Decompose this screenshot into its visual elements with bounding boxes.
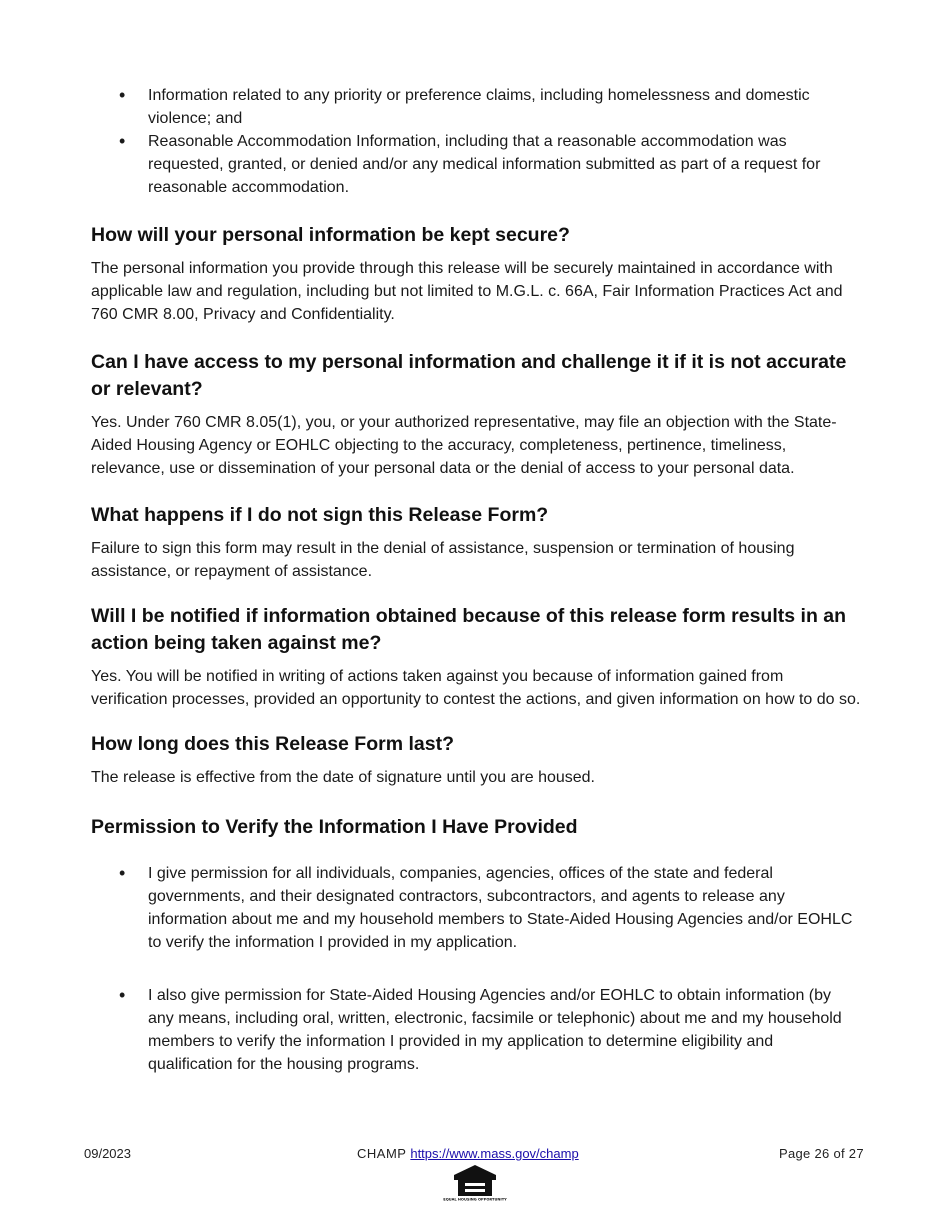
document-page xyxy=(91,84,861,1076)
logo-text: EQUAL HOUSING OPPORTUNITY xyxy=(443,1197,507,1202)
house-roof-icon xyxy=(454,1165,496,1180)
house-body-icon xyxy=(458,1180,492,1196)
list-item: • Information related to any priority or preference claims, including homelessness and domestic violence; and xyxy=(91,84,861,130)
list-item: • I also give permission for State-Aided Housing Agencies and/or EOHLC to obtain information (by any means, including oral, written, electronic, facsimile or telephonic) about me and my household members to verify the information I provided in my application to determine eligibility and qualification for the housing programs. xyxy=(91,984,861,1076)
page-number: Page 26 of 27 xyxy=(779,1146,864,1161)
list-item: • I give permission for all individuals, companies, agencies, offices of the state and federal governments, and their designated contractors, subcontractors, and agents to release any information about me and my household members to State-Aided Housing Agencies and/or EOHLC to verify the information I provided in my application. xyxy=(91,862,861,954)
section-heading: Will I be notified if information obtained because of this release form results in an action being taken against me? xyxy=(91,605,847,654)
footer-program-name: CHAMP xyxy=(357,1146,407,1161)
section-heading: Can I have access to my personal information and challenge it if it is not accurate or relevant? xyxy=(91,351,847,400)
section-heading: Permission to Verify the Information I Have Provided xyxy=(91,816,578,838)
equal-housing-logo xyxy=(443,1163,507,1205)
section-body: The personal information you provide through this release will be securely maintained in accordance with applicable law and regulation, including but not limited to M.G.L. c. 66A, Fair Information Practices Act and 760 CMR 8.00, Privacy and Confidentiality. xyxy=(91,260,843,323)
section-body: Yes. You will be notified in writing of actions taken against you because of information gained from verification processes, provided an opportunity to contest the actions, and given information on how to do so. xyxy=(91,668,861,708)
section-heading: What happens if I do not sign this Release Form? xyxy=(91,504,549,526)
footer-program xyxy=(357,1146,579,1161)
list-item: • Reasonable Accommodation Information, including that a reasonable accommodation was requested, granted, or denied and/or any medical information submitted as part of a request for reasonable accommodation. xyxy=(91,130,861,199)
section-body: Failure to sign this form may result in the denial of assistance, suspension or termination of housing assistance, or repayment of assistance. xyxy=(91,540,795,580)
equal-sign-bottom xyxy=(465,1189,485,1192)
footer-date: 09/2023 xyxy=(84,1146,131,1161)
permission-bullet-list xyxy=(91,862,861,1076)
section-heading: How will your personal information be kept secure? xyxy=(91,224,570,246)
info-bullet-list xyxy=(91,84,861,199)
section-body: Yes. Under 760 CMR 8.05(1), you, or your authorized representative, may file an objection with the State-Aided Housing Agency or EOHLC objecting to the accuracy, completeness, pertinence, timeliness, relevance, use or dissemination of your personal data or the denial of access to your personal data. xyxy=(91,414,837,477)
champ-link[interactable]: https://www.mass.gov/champ xyxy=(410,1146,579,1161)
section-body: The release is effective from the date of signature until you are housed. xyxy=(91,769,595,786)
equal-sign-top xyxy=(465,1183,485,1186)
section-heading: How long does this Release Form last? xyxy=(91,733,454,755)
